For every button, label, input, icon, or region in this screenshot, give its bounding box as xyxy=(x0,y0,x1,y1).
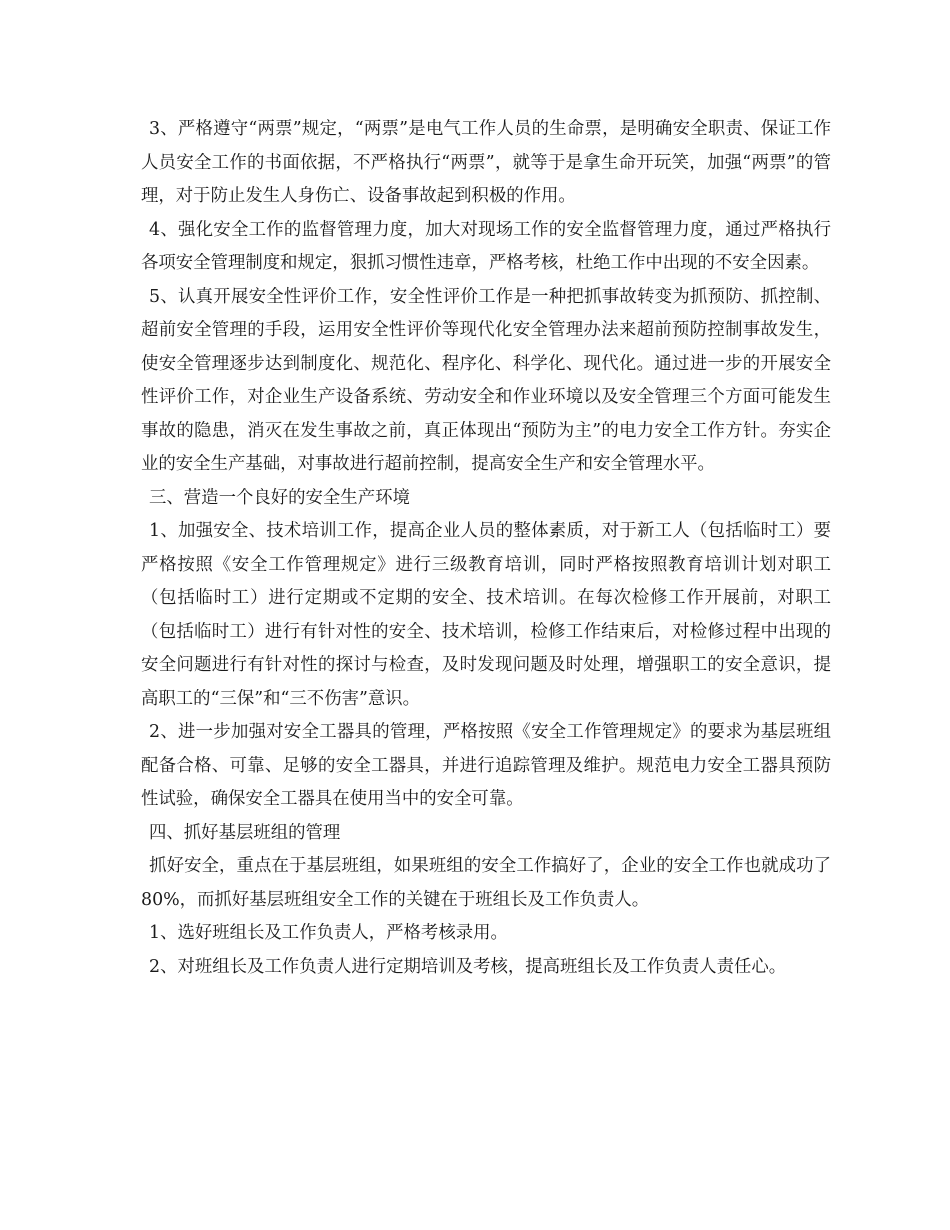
paragraph-training xyxy=(141,515,831,716)
paragraph-train-leaders xyxy=(141,951,831,985)
paragraph-team-safety xyxy=(141,850,831,917)
paragraph-text: 5、认真开展安全性评价工作，安全性评价工作是一种把抓事故转变为抓预防、抓控制、超前安全管理的手段，运用安全性评价等现代化安全管理办法来超前预防控制事故发生，使安全管理逐步达到制度化、规范化、程序化、科学化、现代化。通过进一步的开展安全性评价工作，对企业生产设备系统、劳动安全和作业环境以及安全管理三个方面可能发生事故的隐患，消灭在发生事故之前，真正体现出“预防为主”的电力安全工作方针。夯实企业的安全生产基础，对事故进行超前控制，提高安全生产和安全管理水平。 xyxy=(141,286,831,474)
paragraph-text: 抓好安全，重点在于基层班组，如果班组的安全工作搞好了，企业的安全工作也就成功了80%，而抓好基层班组安全工作的关键在于班组长及工作负责人。 xyxy=(141,856,831,910)
section-heading-3 xyxy=(141,482,831,516)
paragraph-text: 1、选好班组长及工作负责人，严格考核录用。 xyxy=(149,923,508,943)
paragraph-text: 4、强化安全工作的监督管理力度，加大对现场工作的安全监督管理力度，通过严格执行各项安全管理制度和规定，狠抓习惯性违章，严格考核，杜绝工作中出现的不安全因素。 xyxy=(141,219,831,273)
paragraph-text: 1、加强安全、技术培训工作，提高企业人员的整体素质，对于新工人（包括临时工）要严格按照《安全工作管理规定》进行三级教育培训，同时严格按照教育培训计划对职工（包括临时工）进行定期或不定期的安全、技术培训。在每次检修工作开展前，对职工（包括临时工）进行有针对性的安全、技术培训，检修工作结束后，对检修过程中出现的安全问题进行有针对性的探讨与检查，及时发现问题及时处理，增强职工的安全意识，提高职工的“三保”和“三不伤害”意识。 xyxy=(141,521,831,709)
paragraph-text: 2、进一步加强对安全工器具的管理，严格按照《安全工作管理规定》的要求为基层班组配备合格、可靠、足够的安全工器具，并进行追踪管理及维护。规范电力安全工器具预防性试验，确保安全工器具在使用当中的安全可靠。 xyxy=(141,722,831,809)
paragraph-item-5-safety-evaluation xyxy=(141,281,831,482)
paragraph-item-4-supervision xyxy=(141,214,831,281)
section-heading-4 xyxy=(141,817,831,851)
paragraph-text: 3、严格遵守“两票”规定，“两票”是电气工作人员的生命票，是明确安全职责、保证工作人员安全工作的书面依据，不严格执行“两票”，就等于是拿生命开玩笑，加强“两票”的管理，对于防止发生人身伤亡、设备事故起到积极的作用。 xyxy=(141,119,831,206)
paragraph-item-3-two-tickets xyxy=(141,113,831,214)
section-heading-text: 四、抓好基层班组的管理 xyxy=(149,822,341,843)
section-heading-text: 三、营造一个良好的安全生产环境 xyxy=(149,487,410,508)
document-body xyxy=(141,113,831,984)
paragraph-text: 2、对班组长及工作负责人进行定期培训及考核，提高班组长及工作负责人责任心。 xyxy=(149,956,787,977)
paragraph-safety-tools xyxy=(141,716,831,817)
paragraph-select-leaders xyxy=(141,917,831,951)
